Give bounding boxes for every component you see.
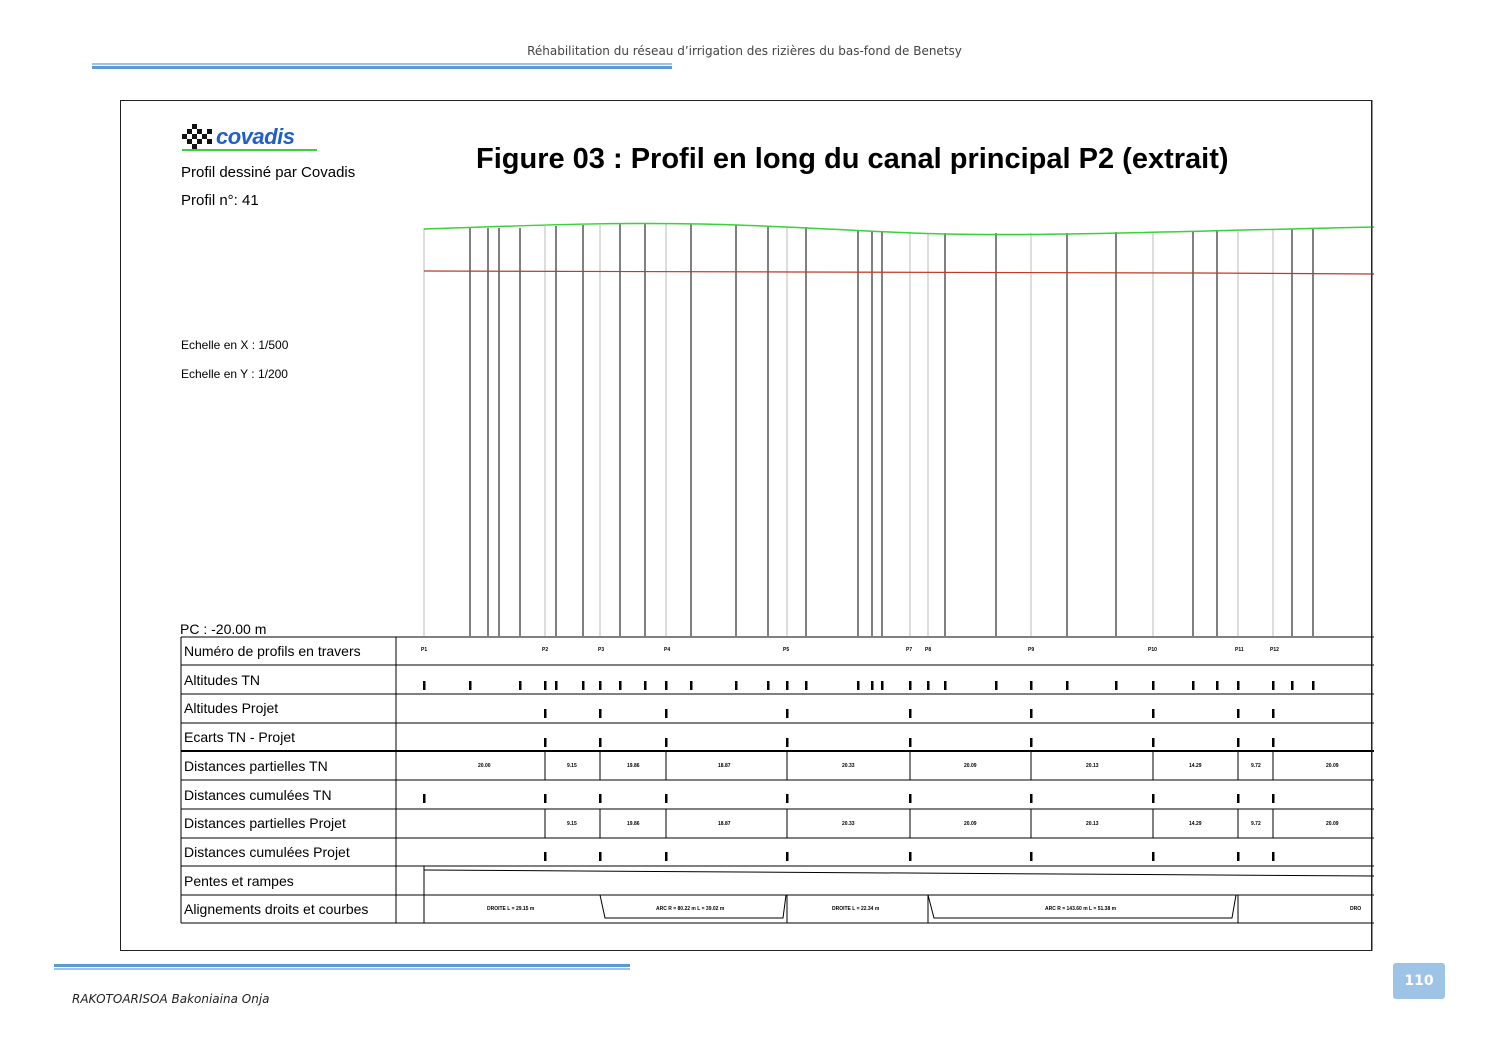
drawn-by-label: Profil dessiné par Covadis: [181, 164, 356, 181]
covadis-logo-text: covadis: [216, 124, 295, 149]
value-tick-mark: [1192, 681, 1195, 690]
row-label-altitudes-tn: Altitudes TN: [184, 672, 260, 688]
value-tick-mark: [871, 681, 874, 690]
value-tick-mark: [909, 852, 912, 861]
value-tick-mark: [544, 709, 547, 718]
profile-name: P4: [664, 647, 671, 653]
partial-distance-projet: 9.15: [567, 821, 577, 827]
value-tick-mark: [786, 852, 789, 861]
alignment-label: DROITE L = 22.34 m: [832, 906, 880, 912]
value-tick-mark: [665, 852, 668, 861]
value-tick-mark: [1030, 681, 1033, 690]
alignment-label: ARC R = 143.60 m L = 51.38 m: [1045, 906, 1117, 912]
partial-distance-tn: 18.87: [718, 763, 731, 769]
value-tick-mark: [1237, 794, 1240, 803]
running-header: Réhabilitation du réseau d’irrigation des rizières du bas-fond de Benetsy: [527, 44, 962, 58]
value-tick-mark: [909, 681, 912, 690]
profile-name: P2: [542, 647, 549, 653]
value-tick-mark: [1152, 852, 1155, 861]
partial-distance-projet: 18.87: [718, 821, 731, 827]
value-tick-mark: [1152, 681, 1155, 690]
footer-author: RAKOTOARISOA Bakoniaina Onja: [72, 992, 270, 1006]
partial-distance-tn: 19.86: [627, 763, 640, 769]
value-tick-mark: [1030, 738, 1033, 747]
partial-distance-tn: 20.13: [1086, 763, 1099, 769]
partial-distance-tn: 9.72: [1251, 763, 1261, 769]
value-tick-mark: [927, 681, 930, 690]
station-lines: [424, 224, 1313, 636]
row-label-cumulative-projet: Distances cumulées Projet: [184, 844, 350, 860]
footer-rule: [54, 964, 630, 970]
profile-number-label: Profil n°: 41: [181, 192, 259, 209]
profile-name: P11: [1235, 647, 1244, 653]
value-tick-mark: [1030, 794, 1033, 803]
value-tick-mark: [786, 738, 789, 747]
profile-name: P10: [1148, 647, 1157, 653]
value-tick-mark: [665, 709, 668, 718]
partial-distance-tn: 20.09: [964, 763, 977, 769]
partial-distance-projet: 20.33: [842, 821, 855, 827]
value-tick-mark: [1272, 709, 1275, 718]
value-tick-mark: [881, 681, 884, 690]
value-tick-mark: [1237, 738, 1240, 747]
row-label-partial-projet: Distances partielles Projet: [184, 815, 346, 831]
profile-name: P1: [421, 647, 428, 653]
row-label-cumulative-tn: Distances cumulées TN: [184, 787, 332, 803]
value-tick-mark: [857, 681, 860, 690]
value-tick-mark: [1030, 852, 1033, 861]
value-tick-mark: [544, 852, 547, 861]
value-tick-mark: [1115, 681, 1118, 690]
value-tick-mark: [599, 794, 602, 803]
value-tick-mark: [909, 794, 912, 803]
value-tick-mark: [555, 681, 558, 690]
value-tick-mark: [665, 738, 668, 747]
terrain-line: [424, 223, 1374, 234]
value-tick-mark: [1312, 681, 1315, 690]
profile-name: P9: [1028, 647, 1035, 653]
alignment-label: DROITE L = 29.15 m: [487, 906, 535, 912]
value-tick-mark: [619, 681, 622, 690]
value-tick-mark: [1237, 681, 1240, 690]
value-tick-mark: [599, 852, 602, 861]
value-tick-mark: [690, 681, 693, 690]
partial-distance-tn: 20.00: [478, 763, 491, 769]
tiny-values: [423, 681, 1315, 861]
figure-title: Figure 03 : Profil en long du canal principal P2 (extrait): [476, 143, 1229, 175]
value-tick-mark: [599, 738, 602, 747]
partial-distance-projet: 9.72: [1251, 821, 1261, 827]
value-tick-mark: [469, 681, 472, 690]
value-tick-mark: [786, 794, 789, 803]
value-tick-mark: [1272, 794, 1275, 803]
row-label-slopes: Pentes et rampes: [184, 873, 294, 889]
value-tick-mark: [599, 709, 602, 718]
partial-distance-projet: 20.09: [964, 821, 977, 827]
profile-name: P3: [598, 647, 605, 653]
pc-label: PC : -20.00 m: [180, 621, 267, 637]
partial-distance-projet: 14.29: [1189, 821, 1202, 827]
value-tick-mark: [805, 681, 808, 690]
profile-name: P5: [783, 647, 790, 653]
value-tick-mark: [599, 681, 602, 690]
profile-name: P12: [1270, 647, 1279, 653]
alignment-label: ARC R = 80.22 m L = 39.02 m: [656, 906, 725, 912]
partial-distance-projet: 19.86: [627, 821, 640, 827]
partial-distance-tn: 9.15: [567, 763, 577, 769]
project-line: [424, 271, 1374, 274]
partial-distance-tn: 14.29: [1189, 763, 1202, 769]
value-tick-mark: [1291, 681, 1294, 690]
value-tick-mark: [767, 681, 770, 690]
row-label-partial-tn: Distances partielles TN: [184, 758, 328, 774]
value-tick-mark: [582, 681, 585, 690]
partial-distance-tn: 20.33: [842, 763, 855, 769]
value-tick-mark: [665, 681, 668, 690]
row-label-altitudes-projet: Altitudes Projet: [184, 700, 279, 716]
value-tick-mark: [1066, 681, 1069, 690]
value-tick-mark: [944, 681, 947, 690]
value-tick-mark: [735, 681, 738, 690]
scale-x-label: Echelle en X : 1/500: [181, 338, 289, 352]
value-tick-mark: [544, 738, 547, 747]
value-tick-mark: [544, 794, 547, 803]
value-tick-mark: [786, 709, 789, 718]
scale-y-label: Echelle en Y : 1/200: [181, 367, 288, 381]
value-tick-mark: [1272, 681, 1275, 690]
partial-distance-projet: 20.09: [1326, 821, 1339, 827]
row-label-profile-number: Numéro de profils en travers: [184, 643, 361, 659]
value-tick-mark: [1030, 709, 1033, 718]
value-tick-mark: [909, 738, 912, 747]
value-tick-mark: [519, 681, 522, 690]
profile-name: P8: [925, 647, 932, 653]
partial-distance-tn: 20.09: [1326, 763, 1339, 769]
value-tick-mark: [665, 794, 668, 803]
value-tick-mark: [909, 709, 912, 718]
value-tick-mark: [786, 681, 789, 690]
value-tick-mark: [1237, 709, 1240, 718]
value-tick-mark: [1272, 738, 1275, 747]
row-label-ecarts: Ecarts TN - Projet: [184, 729, 295, 745]
alignment-label: DRO: [1350, 906, 1362, 912]
profile-name: P7: [906, 647, 913, 653]
value-tick-mark: [644, 681, 647, 690]
value-tick-mark: [1152, 709, 1155, 718]
value-tick-mark: [544, 681, 547, 690]
value-tick-mark: [1237, 852, 1240, 861]
value-tick-mark: [423, 681, 426, 690]
value-tick-mark: [1152, 794, 1155, 803]
value-tick-mark: [1216, 681, 1219, 690]
value-tick-mark: [1152, 738, 1155, 747]
value-tick-mark: [995, 681, 998, 690]
page-number-badge: 110: [1393, 963, 1445, 999]
value-tick-mark: [423, 794, 426, 803]
partial-distance-projet: 20.13: [1086, 821, 1099, 827]
value-tick-mark: [1272, 852, 1275, 861]
row-label-alignments: Alignements droits et courbes: [184, 901, 369, 917]
